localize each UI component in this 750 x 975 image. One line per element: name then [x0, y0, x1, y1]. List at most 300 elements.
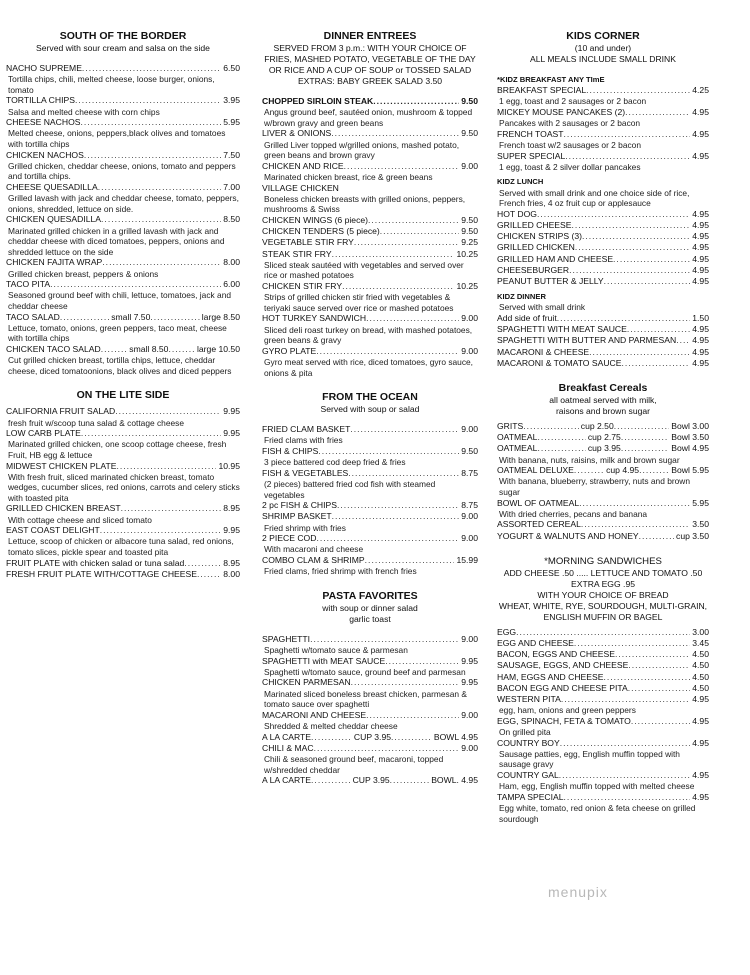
cup-price: cup 4.95: [606, 465, 640, 476]
item-name: HOT DOG: [497, 208, 537, 219]
item-price: 8.95: [223, 557, 240, 568]
item-name: CHICKEN STIR FRY: [262, 280, 343, 291]
item-description: Strips of grilled chicken stir fried with vegetables & teriyaki sauce served over rice or mashed potatoes: [264, 292, 454, 313]
item-description: On grilled pita: [499, 727, 551, 738]
item-name: GRILLED HAM AND CHEESE: [497, 253, 614, 264]
item-name: FISH & CHIPS: [262, 445, 319, 456]
item-description: fresh fruit w/scoop tuna salad & cottage cheese: [8, 417, 184, 428]
item-name: TORTILLA CHIPS: [6, 95, 75, 106]
item-price: 3.00: [692, 626, 709, 637]
item-description: Fried clams, fried shrimp with french fries: [264, 566, 417, 577]
menu-item: [6, 503, 240, 525]
item-price: 9.95: [461, 655, 478, 666]
menu-list-kids-lunch: [497, 209, 709, 287]
menu-item: [497, 231, 709, 242]
menu-item-row: [262, 424, 478, 435]
item-description: 3 piece battered cod deep fried & fries: [264, 457, 406, 468]
bowl-price: Bowl 4.95: [671, 443, 709, 454]
item-name: VEGETABLE STIR FRY: [262, 237, 354, 248]
menu-item: [497, 694, 709, 716]
item-name: 2 PIECE COD: [262, 533, 317, 544]
item-description: Grilled Liver topped w/grilled onions, mashed potato, green beans and brown gravy: [264, 139, 460, 161]
item-description: Fried clams with fries: [264, 435, 343, 446]
item-price: 9.95: [223, 406, 240, 417]
item-price: 9.00: [461, 533, 478, 544]
menu-item: [6, 117, 240, 149]
menu-item-row: [497, 498, 709, 509]
item-price: 6.00: [223, 279, 240, 290]
section-title-on-the-lite-side: ON THE LITE SIDE: [76, 389, 170, 402]
menu-item-row: [497, 335, 709, 346]
section-title-morning-sandwiches: *MORNING SANDWICHES: [544, 555, 662, 567]
item-description: Angus ground beef, sautéed onion, mushroom & topped w/brown gravy and green beans: [264, 107, 473, 128]
item-price: 4.95: [692, 791, 709, 802]
section-subtitle-line: all oatmeal served with milk,: [549, 395, 657, 406]
item-name: BREAKFAST SPECIAL: [497, 85, 587, 96]
item-description: Marinated grilled chicken, one scoop cottage cheese, fresh Fruit, HB egg & lettuce: [8, 439, 227, 460]
item-description: Egg white, tomato, red onion & feta cheese on grilled sourdough: [499, 803, 696, 824]
item-name: HOT TURKEY SANDWICH: [262, 313, 367, 324]
item-description: Grilled lavash with jack and cheddar cheese, tomato, peppers, onions, shredded, lettuce on side.: [8, 193, 239, 214]
menu-item-row: [497, 694, 709, 705]
menu-item-row: [497, 231, 709, 242]
item-price: 7.00: [223, 181, 240, 192]
section-subtitle-line: EXTRA EGG .95: [571, 578, 635, 589]
menu-item-row: [6, 428, 240, 439]
item-price: 4.95: [692, 150, 709, 161]
item-description: Fried shrimp with fries: [264, 522, 346, 533]
menu-item-row: [6, 257, 240, 268]
menu-item-row: [262, 500, 478, 511]
menu-list-lite: [6, 406, 240, 580]
item-price: 8.75: [461, 500, 478, 511]
menu-item: [262, 128, 478, 160]
menu-item-row: [497, 519, 709, 530]
menu-item-row: [497, 738, 709, 749]
menu-item-row: [497, 716, 709, 727]
menu-item: [497, 649, 709, 660]
item-price: 9.95: [223, 428, 240, 439]
item-name: MICKEY MOUSE PANCAKES (2): [497, 107, 626, 117]
item-description: (2 pieces) battered fried cod fish with steamed vegetables: [264, 478, 436, 500]
item-price: 4.95: [692, 276, 709, 286]
item-price: 4.95: [692, 737, 709, 748]
menu-item: [6, 558, 240, 569]
item-price-small: small 8.50: [129, 343, 169, 354]
item-name: MIDWEST CHICKEN PLATE: [6, 460, 117, 471]
item-price: 4.95: [692, 208, 709, 219]
item-price: 9.25: [461, 237, 478, 248]
menu-item-row: [497, 265, 709, 276]
menu-list-sandwiches: [497, 627, 709, 824]
item-name: TACO SALAD: [6, 311, 60, 322]
menu-item: [262, 446, 478, 468]
menu-item-row: [497, 358, 709, 369]
menu-item: [262, 468, 478, 500]
item-description: Chili & seasoned ground beef, macaroni, topped w/shredded cheddar: [264, 753, 444, 775]
item-name: CHICKEN TENDERS (5 piece): [262, 226, 380, 237]
menu-item-row: [262, 183, 478, 194]
a-la-carte-label: A LA CARTE: [262, 775, 312, 786]
menu-item-row: [6, 525, 240, 536]
item-price: 8.75: [461, 467, 478, 478]
item-name: EGG AND CHEESE: [497, 638, 574, 649]
menu-item-row: [497, 209, 709, 220]
menu-item: [262, 249, 478, 281]
menu-item-row: [497, 85, 709, 96]
cereal-row-yogurt: [497, 531, 709, 542]
item-name: CHEESEBURGER: [497, 264, 570, 275]
item-name: SPAGHETTI WITH BUTTER AND PARMESAN: [497, 335, 677, 346]
menu-item: [262, 424, 478, 446]
item-name: YOGURT & WALNUTS AND HONEY: [497, 530, 639, 541]
item-name: HAM, EGGS AND CHEESE: [497, 671, 604, 682]
item-description: With fresh fruit, sliced marinated chicken breast, tomato wedges, cucumber slices, red onions, carrots and celery sticks with toasted pita: [8, 471, 240, 503]
item-name: CHICKEN QUESADILLA: [6, 214, 102, 225]
menu-item: [262, 281, 478, 313]
bowl-price: Bowl 3.50: [671, 432, 709, 443]
section-subtitle-line: FRIES, MASHED POTATO, VEGETABLE OF THE DAY: [264, 54, 476, 64]
kidz-dinner-heading: KIDZ DINNER: [497, 292, 546, 302]
section-title-breakfast-cereals: Breakfast Cereals: [558, 382, 648, 395]
chicken-taco-salad-row: [6, 344, 240, 355]
item-price: 10.25: [456, 280, 478, 291]
item-name: FRIED CLAM BASKET: [262, 424, 351, 435]
item-name: TAMPA SPECIAL: [497, 791, 564, 802]
menu-list-cereals: [497, 498, 709, 531]
item-price: 9.50: [461, 128, 478, 139]
menu-item: [262, 237, 478, 248]
menu-item: [497, 358, 709, 369]
menu-item-chicken-taco-salad: [6, 344, 240, 376]
item-name: SPAGHETTI: [262, 633, 311, 644]
item-name: FRUIT PLATE with chicken salad or tuna salad: [6, 557, 185, 568]
item-name: FISH & VEGETABLES: [262, 467, 349, 478]
menu-item: [497, 220, 709, 231]
menu-item: [262, 555, 478, 577]
section-subtitle-line: WITH YOUR CHOICE OF BREAD: [537, 589, 669, 600]
item-name: MACARONI & TOMATO SAUCE: [497, 357, 622, 368]
item-name: GRILLED CHICKEN BREAST: [6, 503, 121, 514]
item-name: ASSORTED CEREAL: [497, 519, 581, 530]
item-price: 4.95: [692, 324, 709, 335]
menu-item-row: [262, 656, 478, 667]
item-name: GRILLED CHEESE: [497, 219, 572, 230]
menu-item: [497, 254, 709, 265]
bowl-price: Bowl 5.95: [671, 465, 709, 476]
item-name: SUPER SPECIAL: [497, 150, 566, 161]
menu-item: [262, 215, 478, 226]
section-title-pasta-favorites: PASTA FAVORITES: [322, 589, 418, 602]
cereal-row-oatmeal-with-banana: [497, 443, 709, 454]
menu-item: [262, 226, 478, 237]
menu-item-row: [262, 710, 478, 721]
cup-price: cup 3.95: [587, 443, 621, 454]
menu-item: [497, 265, 709, 276]
menu-item-row: [262, 634, 478, 645]
item-name: COMBO CLAM & SHRIMP: [262, 554, 365, 565]
bowl-price: BOWL 4.95: [433, 731, 478, 742]
menu-item: [497, 519, 709, 530]
item-name: VILLAGE CHICKEN: [262, 182, 339, 193]
item-name: LIVER & ONIONS: [262, 128, 332, 139]
kidz-dinner-description: Served with small drink: [499, 302, 586, 313]
item-name: CHOPPED SIRLOIN STEAK: [262, 96, 374, 106]
item-description: Boneless chicken breasts with grilled onions, peppers, mushrooms & Swiss: [264, 193, 466, 215]
item-price: 8.00: [223, 568, 240, 579]
item-name: 2 pc FISH & CHIPS: [262, 500, 337, 511]
item-name: CHICKEN AND RICE: [262, 160, 344, 171]
cereal-row-oatmeal: [497, 432, 709, 443]
item-price: 9.00: [461, 511, 478, 522]
menu-item-row: [6, 558, 240, 569]
item-name: EAST COAST DELIGHT: [6, 525, 100, 536]
item-description: French toast w/2 sausages or 2 bacon: [499, 140, 641, 150]
menu-item: [262, 656, 478, 678]
kidz-lunch-heading: KIDZ LUNCH: [497, 177, 544, 187]
menu-item: [497, 85, 709, 107]
menu-item-row: [497, 107, 709, 118]
menu-item-row: [497, 347, 709, 358]
section-title-dinner-entrees: DINNER ENTREES: [323, 30, 417, 42]
menu-list-south: [6, 63, 240, 312]
menu-item-chili-mac: [262, 743, 478, 775]
menu-item-row: [6, 63, 240, 74]
item-price: 8.95: [223, 503, 240, 514]
item-price: 3.50: [692, 519, 709, 530]
menu-item-row: [262, 533, 478, 544]
item-name: GRITS: [497, 421, 524, 432]
item-description: Salsa and melted cheese with corn chips: [8, 106, 160, 117]
item-price: 9.50: [461, 96, 478, 106]
item-price: 4.95: [692, 694, 709, 705]
item-price: 10.25: [456, 248, 478, 259]
column-middle: [262, 26, 478, 786]
item-description: Sliced steak sautéed with vegetables and served over rice or mashed potatoes: [264, 259, 464, 281]
menu-item-row: [6, 182, 240, 193]
item-price: 4.25: [692, 85, 709, 96]
menu-item: [6, 461, 240, 504]
item-price: 5.95: [692, 497, 709, 508]
menu-item: [6, 95, 240, 117]
menu-item-row: [497, 129, 709, 140]
menu-item: [497, 638, 709, 649]
menu-item: [497, 276, 709, 287]
menu-item-row: [497, 242, 709, 253]
item-price: 4.95: [692, 219, 709, 230]
menu-item: [6, 279, 240, 311]
item-price: 4.95: [692, 231, 709, 242]
item-name: CHILI & MAC: [262, 742, 314, 753]
menu-item: [497, 129, 709, 151]
menu-item-row: [6, 214, 240, 225]
item-price: 4.50: [692, 660, 709, 671]
item-name: SAUSAGE, EGGS, AND CHEESE: [497, 660, 629, 671]
menu-item: [497, 770, 709, 792]
menu-list-kids-dinner: [497, 313, 709, 369]
item-price-large: large 10.50: [196, 343, 240, 354]
item-price: 9.95: [223, 525, 240, 536]
menu-item-row: [497, 151, 709, 162]
item-price: 1.50: [692, 313, 709, 323]
item-price: 15.99: [456, 554, 478, 565]
item-price: 9.50: [461, 214, 478, 225]
menu-item-row: [262, 511, 478, 522]
item-price: 10.95: [218, 460, 240, 471]
menu-item: [262, 183, 478, 215]
section-subtitle-line: ENGLISH MUFFIN OR BAGEL: [543, 611, 663, 622]
item-name: CHICKEN WINGS (6 piece): [262, 214, 369, 225]
item-name: GYRO PLATE: [262, 345, 317, 356]
item-price: 4.95: [692, 107, 709, 117]
menu-item-row: [6, 461, 240, 472]
item-name: OATMEAL: [497, 443, 538, 454]
menu-item-row: [262, 128, 478, 139]
item-name: EGG, SPINACH, FETA & TOMATO: [497, 715, 631, 726]
item-price: 7.50: [223, 149, 240, 160]
menu-list-pasta: [262, 634, 478, 732]
item-description: Pancakes with 2 sausages or 2 bacon: [499, 118, 641, 129]
menu-item-row: [262, 96, 478, 107]
menu-item: [497, 107, 709, 129]
menu-item-row: [262, 226, 478, 237]
item-name: EGG: [497, 626, 517, 637]
item-description: Melted cheese, onions, peppers,black olives and tomatoes with tortilla chips: [8, 128, 226, 149]
item-price: 9.50: [461, 445, 478, 456]
menu-item-row: [497, 220, 709, 231]
menu-item-row: [497, 792, 709, 803]
kidz-breakfast-heading: *KIDZ BREAKFAST ANY TImE: [497, 75, 605, 84]
item-price: 4.95: [692, 242, 709, 253]
menu-item: [6, 63, 240, 95]
item-description: egg, ham, onions and green peppers: [499, 705, 636, 716]
section-title-from-the-ocean: FROM THE OCEAN: [322, 391, 418, 404]
section-subtitle-line: OR RICE AND A CUP OF SOUP or TOSSED SALAD: [268, 65, 472, 75]
cup-price: cup 2.50: [580, 421, 614, 432]
menu-item-row: [262, 161, 478, 172]
bowl-price: Bowl 3.00: [671, 421, 709, 432]
menu-item-row: [497, 276, 709, 287]
item-name: NACHO SUPREME: [6, 63, 82, 73]
menu-item: [497, 792, 709, 824]
item-price: 9.00: [461, 633, 478, 644]
item-name: CHEESE NACHOS: [6, 117, 81, 128]
section-subtitle-line: raisons and brown sugar: [555, 406, 651, 417]
item-name: COUNTRY BOY: [497, 737, 560, 748]
menu-item-row: [6, 117, 240, 128]
item-description: Seasoned ground beef with chili, lettuce, tomatoes, jack and cheddar cheese: [8, 290, 232, 311]
menu-item-row: [497, 313, 709, 324]
menu-item: [497, 324, 709, 335]
menu-item-row: [6, 150, 240, 161]
menu-item: [262, 710, 478, 732]
item-price: 4.95: [692, 253, 709, 264]
item-description: With banana, nuts, raisins, milk and brown sugar: [499, 454, 680, 465]
item-price: 4.50: [692, 682, 709, 693]
watermark: menupix: [548, 884, 608, 900]
item-name: OATMEAL DELUXE: [497, 465, 574, 476]
item-description: Marinated grilled chicken in a grilled lavash with jack and cheddar cheese with diced tomatoes, peppers, onions and shredded lettuce on the side: [8, 225, 225, 257]
menu-item-row: [262, 677, 478, 688]
item-name: FRENCH TOAST: [497, 128, 564, 139]
item-price: 3.45: [692, 638, 709, 649]
item-description: 1 egg, toast & 2 silver dollar pancakes: [499, 161, 641, 172]
item-name: COUNTRY GAL: [497, 770, 559, 781]
section-subtitle: Served with sour cream and salsa on the side: [36, 43, 210, 53]
menu-item-row: [497, 683, 709, 694]
item-price: 9.00: [461, 345, 478, 356]
menu-item: [497, 683, 709, 694]
item-price: 9.95: [461, 677, 478, 688]
section-subtitle-line: with soup or dinner salad: [322, 602, 418, 613]
item-description: 1 egg, toast and 2 sausages or 2 bacon: [499, 96, 647, 107]
item-description: Cut grilled chicken breast, tortilla chips, lettuce, cheddar cheese, diced tomatoonions, black olives and diced peppers: [8, 355, 232, 376]
menu-item-row: [6, 569, 240, 580]
menu-item: [262, 634, 478, 656]
taco-salad-row: [6, 312, 240, 323]
item-name: OATMEAL: [497, 432, 538, 443]
kidz-lunch-description: Served with small drink and one choice side of rice, French fries, 4 oz fruit cup or applesauce: [499, 187, 690, 209]
menu-item: [497, 498, 709, 520]
menu-item-row: [262, 346, 478, 357]
item-description: Lettuce, tomato, onions, green peppers, taco meat, cheese with tortilla chips: [8, 322, 227, 344]
section-subtitle-line: ALL MEALS INCLUDE SMALL DRINK: [530, 54, 676, 64]
menu-item-row: [497, 660, 709, 671]
menu-item-row: [6, 503, 240, 514]
section-subtitle-line: WHEAT, WHITE, RYE, SOURDOUGH, MULTI-GRAIN,: [498, 600, 708, 611]
menu-item-row: [497, 254, 709, 265]
menu-item: [497, 627, 709, 638]
item-description: With banana, blueberry, strawberry, nuts and brown sugar: [499, 476, 691, 498]
bowl-price: BOWL. 4.95: [431, 775, 478, 786]
section-title-kids-corner: KIDS CORNER: [566, 30, 640, 42]
item-price: 4.95: [692, 264, 709, 275]
item-price-large: large 8.50: [201, 311, 240, 322]
menu-item: [6, 182, 240, 214]
cup-price: CUP 3.95: [353, 731, 392, 742]
item-name: MACARONI AND CHEESE: [262, 709, 367, 720]
item-price: 9.00: [461, 424, 478, 435]
menu-item: [497, 660, 709, 671]
item-name: SPAGHETTI WITH MEAT SAUCE: [497, 324, 627, 335]
menu-item-row: [262, 468, 478, 479]
item-description: Marinated chicken breast, rice & green beans: [264, 171, 433, 182]
menu-item-row: [497, 324, 709, 335]
item-name: CHICKEN PARMESAN: [262, 677, 351, 688]
menu-item: [262, 161, 478, 183]
menu-item: [6, 428, 240, 460]
item-price: 9.00: [461, 160, 478, 171]
section-subtitle-line: SERVED FROM 3 p.m.: WITH YOUR CHOICE OF: [273, 43, 467, 53]
item-price: 9.50: [461, 226, 478, 237]
item-description: With cottage cheese and sliced tomato: [8, 514, 152, 525]
item-price: 9.00: [461, 709, 478, 720]
a-la-carte-label: A LA CARTE: [262, 731, 312, 742]
item-description: Grilled chicken, cheddar cheese, onions, tomato and peppers and tortilla chips.: [8, 160, 236, 182]
menu-item: [6, 214, 240, 257]
item-price: cup 3.50: [676, 530, 709, 541]
menu-item-row: [262, 215, 478, 226]
item-description: With macaroni and cheese: [264, 544, 364, 555]
menu-list-kids-breakfast: [497, 85, 709, 172]
a-la-carte-row: [262, 775, 478, 786]
item-description: Marinated sliced boneless breast chicken, parmesan & tomato sauce over spaghetti: [264, 688, 467, 710]
item-name: SHRIMP BASKET: [262, 511, 332, 522]
menu-item-row: [262, 555, 478, 566]
item-price: 4.95: [692, 128, 709, 139]
menu-item: [262, 500, 478, 511]
item-description: Sliced deli roast turkey on bread, with mashed potatoes, green beans & gravy: [264, 324, 473, 346]
